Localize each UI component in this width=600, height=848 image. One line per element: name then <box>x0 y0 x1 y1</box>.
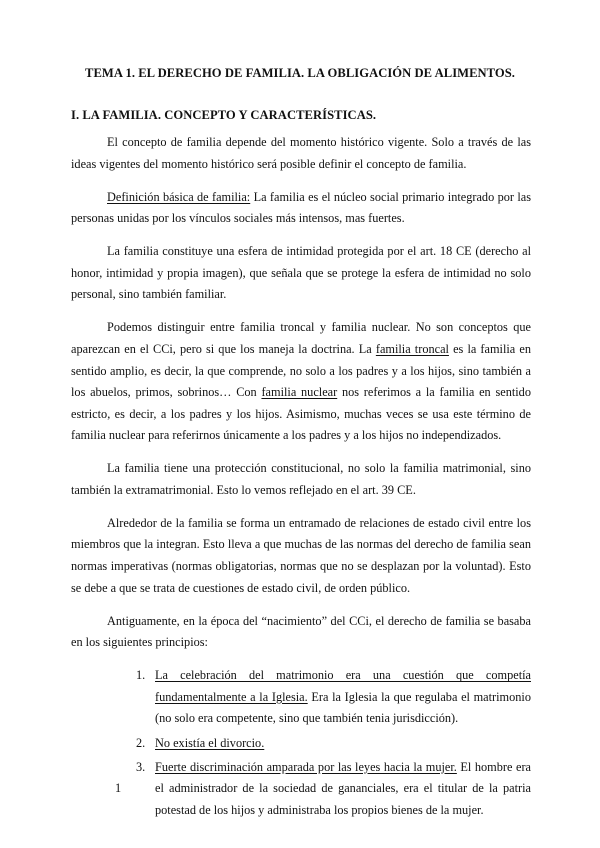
list-item-underlined: No existía el divorcio. <box>155 735 265 750</box>
list-item <box>136 757 531 822</box>
term-familia-nuclear: familia nuclear <box>261 385 338 400</box>
list-item <box>136 733 531 755</box>
list-item-number: 3. <box>136 759 146 774</box>
list-item-number: 1. <box>136 668 146 683</box>
paragraph-definition <box>71 187 531 230</box>
term-familia-troncal: familia troncal <box>375 341 449 356</box>
list-item-text: Era la Iglesia la que regulaba el matrimonio (no solo era competente, sino que también tenia jurisdicción). <box>155 689 531 726</box>
family-types-text-c: nos referimos a la familia en sentido estricto, es decir, a los padres y los hijos. Asimismo, muchas veces se usa este término de familia nuclear para referirnos únicamente a los padres y a los hijos no independizados. <box>71 385 531 443</box>
list-item-number: 2. <box>136 735 146 750</box>
list-item <box>136 665 531 730</box>
definition-label: Definición básica de familia: <box>107 189 251 204</box>
paragraph-constitutional: La familia tiene una protección constitucional, no solo la familia matrimonial, sino también la extramatrimonial. Esto lo vemos reflejado en el art. 39 CE. <box>71 461 531 497</box>
list-item-underlined: Fuerte discriminación amparada por las leyes hacia la mujer. <box>155 759 457 774</box>
family-types-text-b: es la familia en sentido amplio, es decir, la que comprende, no solo a los padres y a los hijos, sino también a los abuelos, primos, sobrinos… Con <box>71 341 531 400</box>
list-item-text: El hombre era el administrador de la sociedad de gananciales, era el titular de la patria potestad de los hijos y administraba los propios bienes de la mujer. <box>155 759 531 817</box>
principles-list <box>71 665 531 821</box>
paragraph-intimacy: La familia constituye una esfera de intimidad protegida por el art. 18 CE (derecho al honor, intimidad y propia imagen), que señala que se protege la esfera de intimidad no solo personal, sino también familiar. <box>71 244 531 302</box>
document-title: TEMA 1. EL DERECHO DE FAMILIA. LA OBLIGACIÓN DE ALIMENTOS. <box>85 66 515 80</box>
paragraph-civil-status: Alrededor de la familia se forma un entramado de relaciones de estado civil entre los miembros que la integran. Esto lleva a que muchas de las normas del derecho de familia sean normas imperativas (normas obligatorias, normas que no se desplazan por la voluntad). Esto se debe a que se trata de cuestiones de estado civil, de orden público. <box>71 515 531 595</box>
paragraph-principles-intro: Antiguamente, en la época del “nacimiento” del CCi, el derecho de familia se basaba en los siguientes principios: <box>71 613 531 650</box>
list-item-underlined: La celebración del matrimonio era una cuestión que competía fundamentalmente a la Iglesia. <box>155 668 531 704</box>
definition-text: La familia es el núcleo social primario integrado por las personas unidas por los vínculos sociales más intensos, mas fuertes. <box>71 189 531 226</box>
document-body <box>71 132 531 824</box>
paragraph-concept: El concepto de familia depende del momento histórico vigente. Solo a través de las ideas vigentes del momento histórico será posible definir el concepto de familia. <box>71 135 531 171</box>
family-types-text-a: Podemos distinguir entre familia troncal y familia nuclear. No son conceptos que aparezcan en el CCi, pero si que los maneja la doctrina. La <box>71 320 531 356</box>
page-number: 1 <box>115 781 122 795</box>
paragraph-family-types <box>71 317 531 447</box>
section-heading: I. LA FAMILIA. CONCEPTO Y CARACTERÍSTICAS. <box>71 108 377 122</box>
